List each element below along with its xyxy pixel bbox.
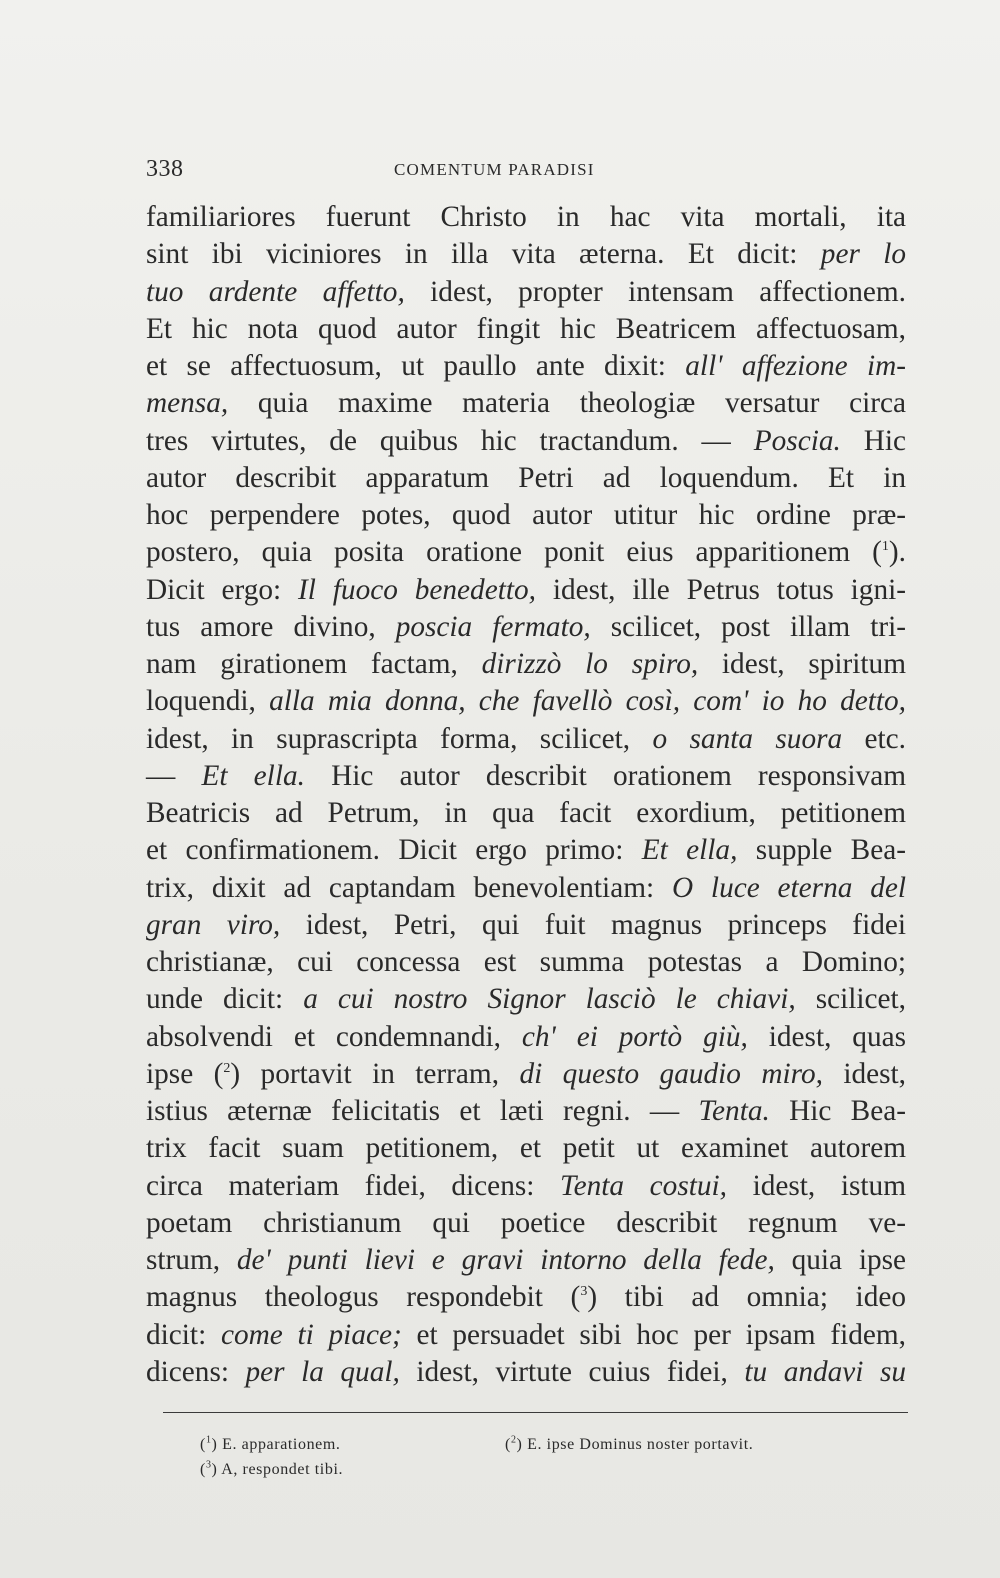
text-line: [146, 758, 906, 795]
italic-quotation: per la qual,: [245, 1355, 400, 1388]
footnote-mark: 1: [205, 1434, 212, 1446]
text-run: loquendi,: [146, 685, 270, 718]
text-line: [146, 646, 906, 683]
footnote-text: A, respondet tibi.: [217, 1461, 344, 1478]
text-line: [146, 1093, 906, 1130]
italic-quotation: Et ella,: [641, 834, 738, 867]
text-line: [146, 1130, 906, 1167]
page-header: [146, 156, 648, 186]
italic-quotation: poscia fermato,: [395, 610, 591, 643]
text-run: circa materiam fidei, dicens:: [146, 1169, 560, 1202]
text-run: postero, quia posita oratione ponit eius apparitionem: [146, 536, 873, 569]
text-run: idest, spiritum: [698, 648, 906, 680]
text-line: [146, 1317, 906, 1354]
italic-quotation: Poscia.: [753, 424, 841, 457]
footnote-text: E. apparationem.: [217, 1436, 341, 1453]
text-line: [146, 274, 906, 311]
text-run: et se affectuosum, ut paullo ante dixit:: [146, 350, 686, 382]
italic-quotation: tuo ardente affetto,: [146, 275, 405, 308]
text-run: istius æternæ felicitatis et læti regni. —: [146, 1095, 699, 1127]
text-line: [146, 572, 906, 609]
text-line: [146, 1056, 906, 1093]
text-run: sint ibi viciniores in illa vita æterna. Et dicit:: [146, 238, 821, 271]
footnote-1: ($^1$) E. apparationem.: [200, 1434, 341, 1453]
italic-quotation: tu andavi su: [744, 1355, 907, 1388]
text-run: idest, quas: [747, 1020, 906, 1053]
text-line: [146, 683, 906, 720]
text-run: portavit in terram,: [240, 1057, 520, 1090]
text-run: et persuadet sibi hoc per ipsam fidem,: [401, 1318, 906, 1351]
italic-quotation: alla mia donna, che favellò così, com' io ho detto,: [269, 685, 906, 718]
text-run: hoc perpendere potes, quod autor utitur hic ordine præ-: [146, 499, 906, 531]
text-line: [146, 609, 906, 646]
footnote-reference: ($^1$): [872, 536, 899, 569]
italic-quotation: dirizzò lo spiro,: [481, 648, 699, 680]
text-run: idest, ille Petrus totus igni-: [535, 573, 906, 606]
text-line: [146, 832, 906, 869]
footnote-text: E. ipse Dominus noster portavit.: [522, 1436, 754, 1453]
text-run: strum,: [146, 1244, 237, 1276]
italic-quotation: de' punti lievi e gravi intorno della fede,: [236, 1244, 775, 1276]
text-line: [146, 423, 906, 460]
italic-quotation: o santa suora: [652, 722, 843, 755]
footnote-reference: ($^2$): [213, 1057, 241, 1090]
text-run: et confirmationem. Dicit ergo primo:: [146, 834, 642, 867]
text-run: Dicit ergo:: [146, 573, 299, 606]
text-line: [146, 534, 906, 571]
text-line: [146, 385, 906, 422]
footnote-reference-mark: 2: [223, 1060, 231, 1076]
text-run: nam girationem factam,: [146, 648, 482, 680]
text-run: supple Bea-: [737, 834, 906, 867]
text-run: tus amore divino,: [146, 610, 396, 643]
italic-quotation: di questo gaudio miro,: [519, 1057, 823, 1090]
italic-quotation: Tenta costui,: [560, 1169, 727, 1202]
text-run: Et hic nota quod autor fingit hic Beatricem affectuosam,: [146, 312, 906, 345]
text-line: [146, 460, 906, 497]
italic-quotation: ch' ei portò giù,: [521, 1020, 748, 1053]
footnote-mark: 2: [510, 1434, 517, 1446]
text-line: [146, 348, 906, 385]
footnote-2: ($^2$) E. ipse Dominus noster portavit.: [505, 1434, 754, 1453]
text-run: idest, virtute cuius fidei,: [399, 1355, 745, 1388]
text-run: tibi ad omnia; ideo: [597, 1281, 906, 1314]
text-run: —: [146, 759, 202, 792]
text-run: familiariores fuerunt Christo in hac vita mortali, ita: [146, 201, 906, 233]
text-run: idest, Petri, qui fuit magnus princeps fidei: [280, 908, 906, 941]
italic-quotation: gran viro,: [146, 908, 281, 941]
italic-quotation: per lo: [820, 238, 906, 271]
text-line: [146, 311, 906, 348]
text-run: idest, in suprascripta forma, scilicet,: [146, 722, 653, 755]
text-line: [146, 199, 906, 236]
italic-quotation: all' affezione im-: [685, 350, 907, 382]
text-line: [146, 1279, 906, 1316]
text-run: Hic: [840, 424, 907, 457]
footnote-3: ($^3$) A, respondet tibi.: [200, 1459, 344, 1478]
text-run: unde dicit:: [146, 983, 304, 1016]
text-run: Hic Bea-: [769, 1095, 906, 1127]
italic-quotation: Et ella.: [201, 759, 305, 792]
text-line: [146, 721, 906, 758]
text-run: etc.: [842, 722, 907, 755]
italic-quotation: mensa,: [146, 387, 229, 420]
footnote-reference: ($^3$): [570, 1281, 598, 1314]
text-run: poetam christianum qui poetice describit regnum ve-: [146, 1206, 906, 1239]
footnote-rule: [163, 1412, 908, 1413]
text-line: [146, 236, 906, 273]
text-line: [146, 1354, 906, 1391]
text-line: [146, 1019, 906, 1056]
text-line: [146, 1242, 906, 1279]
text-line: [146, 1168, 906, 1205]
text-run: ipse: [146, 1057, 214, 1090]
text-line: [146, 497, 906, 534]
text-run: absolvendi et condemnandi,: [146, 1020, 522, 1053]
text-run: idest,: [822, 1057, 907, 1090]
footnote-reference-mark: 3: [580, 1284, 588, 1300]
italic-quotation: Tenta.: [698, 1095, 770, 1127]
text-run: autor describit apparatum Petri ad loquendum. Et in: [146, 461, 906, 494]
italic-quotation: come ti piace;: [220, 1318, 402, 1351]
text-line: [146, 981, 906, 1018]
text-line: [146, 944, 906, 981]
text-line: [146, 1205, 906, 1242]
text-run: idest, istum: [726, 1169, 906, 1202]
text-run: scilicet, post illam tri-: [590, 610, 906, 643]
text-run: .: [898, 536, 906, 569]
text-run: quia ipse: [774, 1244, 907, 1276]
text-line: [146, 907, 906, 944]
text-line: [146, 795, 906, 832]
text-run: trix, dixit ad captandam benevolentiam:: [146, 871, 672, 904]
commentary-text: [146, 199, 906, 1391]
running-title: COMENTUM PARADISI: [394, 160, 595, 179]
text-run: Hic autor describit orationem responsivam: [304, 759, 907, 792]
text-run: trix facit suam petitionem, et petit ut examinet autorem: [146, 1132, 906, 1165]
text-run: magnus theologus respondebit: [146, 1281, 571, 1314]
text-run: christianæ, cui concessa est summa potestas a Domino;: [146, 946, 906, 978]
text-run: scilicet,: [795, 983, 906, 1016]
italic-quotation: Il fuoco benedetto,: [298, 573, 536, 606]
text-run: idest, propter intensam affectionem.: [404, 275, 906, 308]
text-run: Beatricis ad Petrum, in qua facit exordium, petitionem: [146, 797, 906, 829]
text-run: tres virtutes, de quibus hic tractandum. —: [146, 424, 754, 457]
text-run: dicens:: [146, 1355, 246, 1388]
page-number: 338: [146, 156, 184, 182]
text-run: quia maxime materia theologiæ versatur circa: [228, 387, 906, 420]
text-run: dicit:: [146, 1318, 221, 1351]
italic-quotation: a cui nostro Signor lasciò le chiavi,: [303, 983, 796, 1016]
footnote-reference-mark: 1: [881, 539, 889, 555]
footnote-mark: 3: [205, 1459, 212, 1471]
italic-quotation: O luce eterna del: [671, 871, 906, 904]
text-line: [146, 870, 906, 907]
